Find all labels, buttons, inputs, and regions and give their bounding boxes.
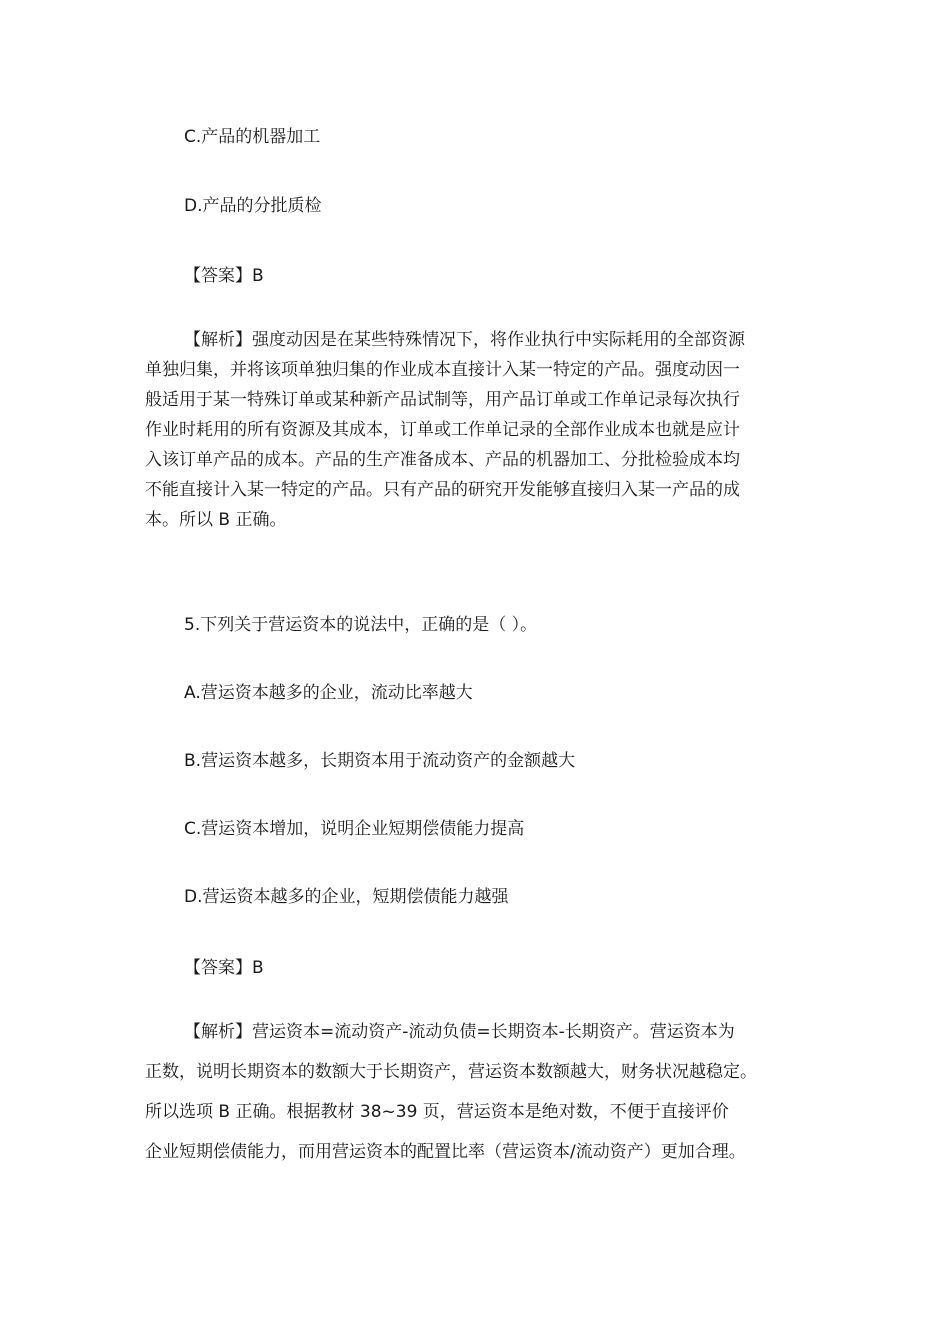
q4-analysis-line: 【解析】强度动因是在某些特殊情况下，将作业执行中实际耗用的全部资源 xyxy=(184,330,745,350)
q5-option-a: A.营运资本越多的企业，流动比率越大 xyxy=(184,683,473,703)
q5-analysis-line: 【解析】营运资本=流动资产-流动负债=长期资本-长期资产。营运资本为 xyxy=(184,1022,735,1042)
q4-analysis-line: 作业时耗用的所有资源及其成本，订单或工作单记录的全部作业成本也就是应计 xyxy=(145,420,740,440)
q4-analysis xyxy=(145,325,810,535)
q5-option-b: B.营运资本越多，长期资本用于流动资产的金额越大 xyxy=(184,751,576,771)
q4-analysis-line: 不能直接计入某一特定的产品。只有产品的研究开发能够直接归入某一产品的成 xyxy=(145,480,740,500)
q4-option-d: D.产品的分批质检 xyxy=(184,196,322,216)
q5-analysis-line: 企业短期偿债能力，而用营运资本的配置比率（营运资本/流动资产）更加合理。 xyxy=(145,1142,746,1162)
q5-answer: 【答案】B xyxy=(184,958,264,978)
q5-option-c: C.营运资本增加，说明企业短期偿债能力提高 xyxy=(184,819,525,839)
q5-question: 5.下列关于营运资本的说法中，正确的是（ ）。 xyxy=(184,615,538,635)
q5-analysis xyxy=(145,1017,810,1177)
q5-analysis-line: 所以选项 B 正确。根据教材 38~39 页，营运资本是绝对数，不便于直接评价 xyxy=(145,1102,729,1122)
q4-option-c: C.产品的机器加工 xyxy=(184,127,321,147)
q5-analysis-line: 正数，说明长期资本的数额大于长期资产，营运资本数额越大，财务状况越稳定。 xyxy=(145,1062,757,1082)
q4-analysis-line: 般适用于某一特殊订单或某种新产品试制等，用产品订单或工作单记录每次执行 xyxy=(145,390,740,410)
q4-answer: 【答案】B xyxy=(184,266,264,286)
q4-analysis-line: 本。所以 B 正确。 xyxy=(145,510,287,530)
q4-analysis-line: 单独归集，并将该项单独归集的作业成本直接计入某一特定的产品。强度动因一 xyxy=(145,360,740,380)
q5-option-d: D.营运资本越多的企业，短期偿债能力越强 xyxy=(184,887,509,907)
q4-analysis-line: 入该订单产品的成本。产品的生产准备成本、产品的机器加工、分批检验成本均 xyxy=(145,450,740,470)
